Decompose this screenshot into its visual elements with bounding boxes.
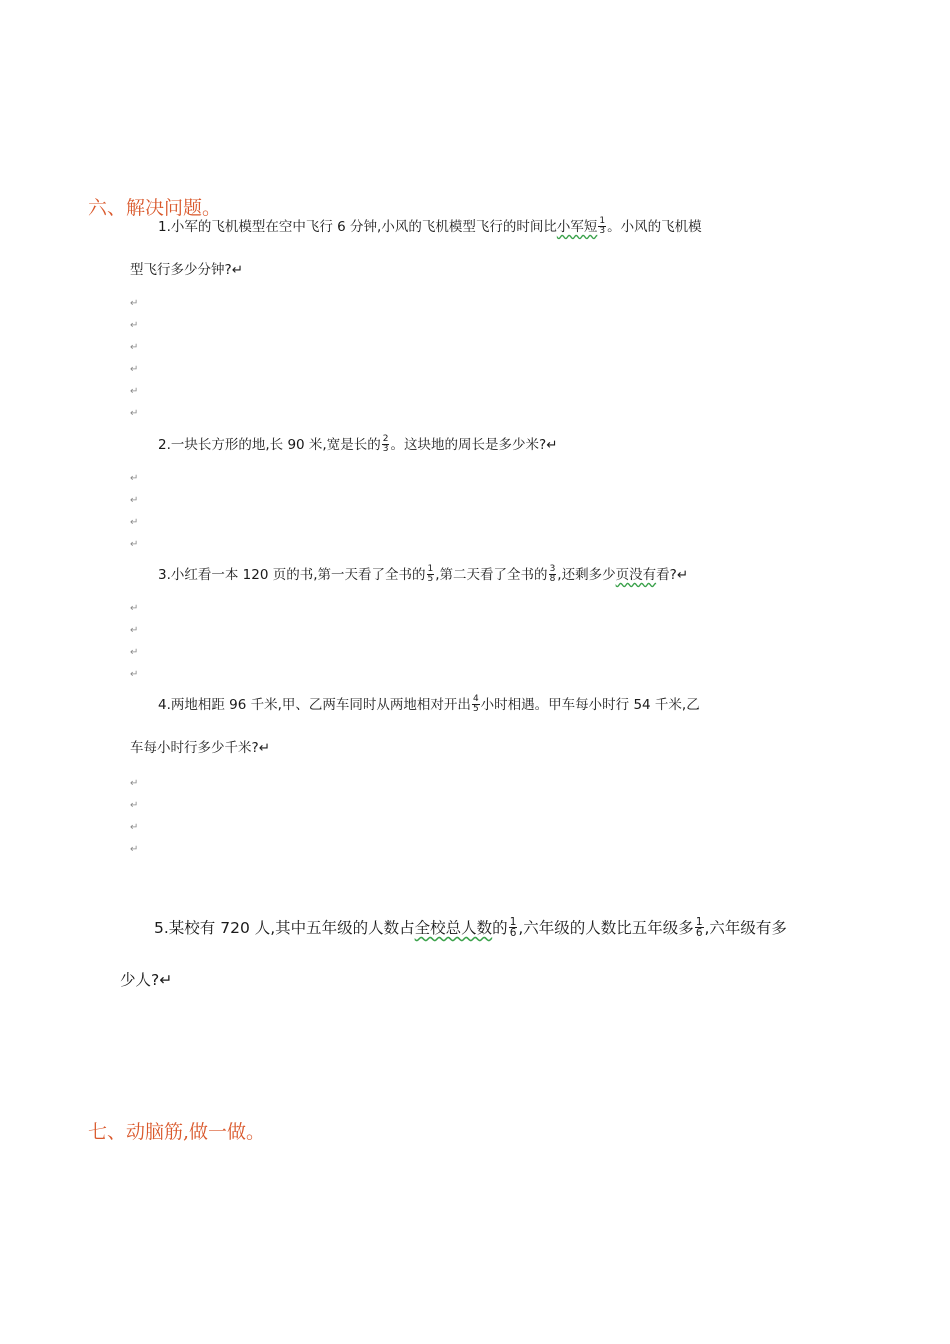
return-mark: ↵ <box>130 625 139 636</box>
return-mark: ↵ <box>130 408 139 419</box>
q2-frac-num: 2 <box>382 433 389 444</box>
q3-fraction-1 <box>427 565 435 584</box>
return-mark: ↵ <box>130 517 139 528</box>
question-1-line-2: 型飞行多少分钟?↵ <box>130 262 243 278</box>
q3-text-d: 看?↵ <box>656 567 689 583</box>
return-mark: ↵ <box>130 386 139 397</box>
return-mark: ↵ <box>130 822 139 833</box>
q5-frac2-num: 1 <box>695 916 703 928</box>
return-mark: ↵ <box>130 844 139 855</box>
q3-frac2-num: 3 <box>549 563 556 574</box>
q1-frac-num: 1 <box>599 215 606 226</box>
q2-fraction <box>382 435 390 454</box>
q1-frac-den: 3 <box>599 225 606 236</box>
q4-frac-den: 5 <box>472 703 479 714</box>
q3-fraction-2 <box>549 565 557 584</box>
question-1-line-1 <box>158 217 702 237</box>
q4-text-a: 4.两地相距 96 千米,甲、乙两车同时从两地相对开出 <box>158 697 471 713</box>
question-4-line-2: 车每小时行多少千米?↵ <box>130 740 270 756</box>
q1-fraction <box>598 217 606 236</box>
question-4-line-1 <box>158 695 700 715</box>
q2-frac-den: 3 <box>382 443 389 454</box>
q4-fraction <box>472 695 480 714</box>
q5-fraction-2 <box>695 917 704 938</box>
return-mark: ↵ <box>130 298 139 309</box>
q1-text-a: 1.小军的飞机模型在空中飞行 6 分钟,小风的飞机模型飞行的时间比 <box>158 219 557 235</box>
q5-frac1-num: 1 <box>509 916 517 928</box>
q3-text-c: ,还剩多少 <box>557 567 616 583</box>
return-mark: ↵ <box>130 473 139 484</box>
q3-text-b: ,第二天看了全书的 <box>435 567 548 583</box>
return-mark: ↵ <box>130 364 139 375</box>
q3-wavy-text: 页没有 <box>615 567 657 583</box>
q4-text-b: 小时相遇。甲车每小时行 54 千米,乙 <box>480 697 700 713</box>
q3-frac2-den: 8 <box>549 573 556 584</box>
q5-text-d: ,六年级有多 <box>704 919 787 937</box>
question-5-line-1 <box>154 918 787 939</box>
q3-frac1-num: 1 <box>427 563 434 574</box>
section-6-title: 六、解决问题。 <box>88 197 222 219</box>
section-7-title: 七、动脑筋,做一做。 <box>88 1121 266 1143</box>
question-5-line-2: 少人?↵ <box>120 971 173 989</box>
return-mark: ↵ <box>130 778 139 789</box>
q5-wavy-text: 全校总人数 <box>414 919 493 937</box>
q4-frac-num: 4 <box>472 693 479 704</box>
return-mark: ↵ <box>130 800 139 811</box>
q2-text-b: 。这块地的周长是多少米?↵ <box>390 437 558 453</box>
q5-frac1-den: 6 <box>509 927 517 939</box>
q5-frac2-den: 6 <box>695 927 703 939</box>
return-mark: ↵ <box>130 320 139 331</box>
q3-text-a: 3.小红看一本 120 页的书,第一天看了全书的 <box>158 567 426 583</box>
return-mark: ↵ <box>130 495 139 506</box>
question-2 <box>158 435 557 455</box>
return-mark: ↵ <box>130 603 139 614</box>
return-mark: ↵ <box>130 647 139 658</box>
q5-text-a: 5.某校有 720 人,其中五年级的人数占 <box>154 919 415 937</box>
q2-text-a: 2.一块长方形的地,长 90 米,宽是长的 <box>158 437 381 453</box>
q1-wavy-text: 小军短 <box>556 219 598 235</box>
q5-text-c: ,六年级的人数比五年级多 <box>518 919 694 937</box>
q5-fraction-1 <box>509 917 518 938</box>
question-3 <box>158 565 688 585</box>
return-mark: ↵ <box>130 539 139 550</box>
q3-frac1-den: 5 <box>427 573 434 584</box>
q5-text-b: 的 <box>492 919 508 937</box>
return-mark: ↵ <box>130 669 139 680</box>
q1-text-b: 。小风的飞机模 <box>607 219 702 235</box>
return-mark: ↵ <box>130 342 139 353</box>
